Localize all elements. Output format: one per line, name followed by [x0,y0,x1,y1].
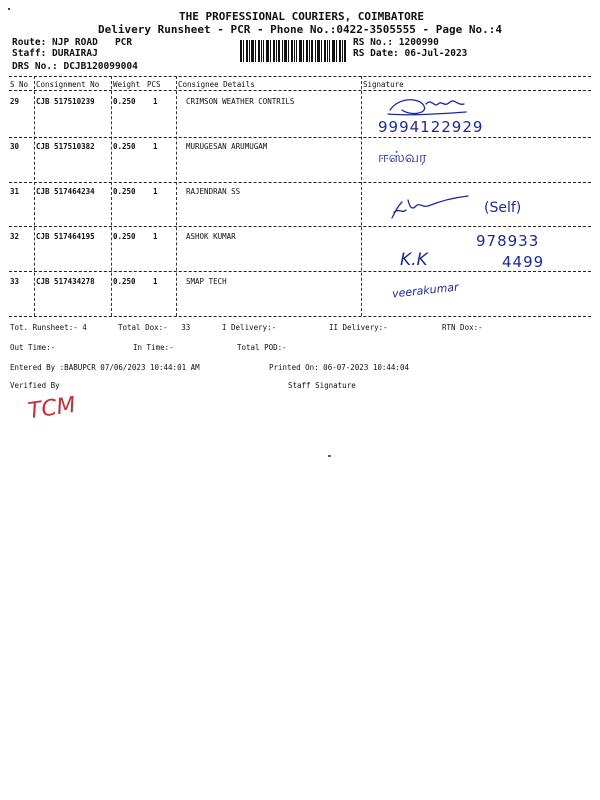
row-divider [9,137,591,138]
row-sno: 30 [10,142,20,151]
total-pod: Total POD:- [237,343,287,352]
total-runsheet: Tot. Runsheet:- 4 [10,323,87,332]
row-pcs: 1 [153,97,158,106]
route: Route: NJP ROAD PCR [12,37,133,48]
col-header-weight: Weight [113,80,141,89]
row-consignee: SMAP TECH [186,277,227,286]
row-divider [9,271,591,272]
total-dox: Total Dox:- 33 [118,323,191,332]
row-weight: 0.250 [113,97,136,106]
column-divider [361,76,362,316]
col-header-sno: S No [10,80,29,89]
table-top-border [9,76,591,77]
handwritten-phone: 4499 [502,253,545,271]
staff: Staff: DURAIRAJ [12,48,98,59]
row-consignment-no: CJB 517464195 [36,232,95,241]
row-weight: 0.250 [113,187,136,196]
row-sno: 31 [10,187,20,196]
col-header-consignment: Consignment No [36,80,100,89]
row-sno: 29 [10,97,20,106]
row-consignment-no: CJB 517510239 [36,97,95,106]
table-bottom-border [9,316,591,317]
row-pcs: 1 [153,142,158,151]
row-consignee: RAJENDRAN SS [186,187,241,196]
row-weight: 0.250 [113,232,136,241]
row-consignee: CRIMSON WEATHER CONTRILS [186,97,295,106]
column-divider [111,76,112,316]
col-header-consignee: Consignee Details [178,80,255,89]
row-consignment-no: CJB 517510382 [36,142,95,151]
signature-scribble [388,192,478,222]
row-pcs: 1 [153,277,158,286]
row-weight: 0.250 [113,142,136,151]
first-delivery: I Delivery:- [222,323,277,332]
handwritten-phone: 9994122929 [378,118,484,136]
rs-date: RS Date: 06-Jul-2023 [353,48,468,59]
row-sno: 33 [10,277,20,286]
row-consignment-no: CJB 517464234 [36,187,95,196]
row-consignee: MURUGESAN ARUMUGAM [186,142,268,151]
row-weight: 0.250 [113,277,136,286]
scan-speck [328,455,331,457]
col-header-pcs: PCS [147,80,161,89]
row-divider [9,182,591,183]
row-pcs: 1 [153,187,158,196]
row-pcs: 1 [153,232,158,241]
row-consignee: ASHOK KUMAR [186,232,236,241]
row-consignment-no: CJB 517434278 [36,277,95,286]
col-header-signature: Signature [363,80,404,89]
runsheet-title: Delivery Runsheet - PCR - Phone No.:0422-3505555 - Page No.:4 [98,23,502,36]
rs-number: RS No.: 1200990 [353,37,439,48]
entered-by: Entered By :BABUPCR 07/06/2023 10:44:01 AM [10,363,200,372]
column-divider [176,76,177,316]
rtn-dox: RTN Dox:- [442,323,483,332]
handwritten-name: veerakumar [391,280,460,301]
handwritten-name: ஈஸ்வர [378,148,427,166]
second-delivery: II Delivery:- [329,323,388,332]
row-divider [9,226,591,227]
handwritten-phone: 978933 [476,232,540,250]
in-time: In Time:- [133,343,174,352]
table-header-border [9,90,591,91]
verified-by-label: Verified By [10,381,60,390]
scan-speck [8,8,10,10]
verifier-initials: TCM [26,392,78,425]
company-name: THE PROFESSIONAL COURIERS, COIMBATORE [179,10,425,23]
barcode-image [240,40,346,62]
drs-number: DRS No.: DCJB120099004 [12,61,138,72]
handwritten-self: (Self) [484,200,522,216]
column-divider [34,76,35,316]
out-time: Out Time:- [10,343,56,352]
staff-signature-label: Staff Signature [288,381,356,390]
printed-on: Printed On: 06-07-2023 10:44:04 [269,363,409,372]
signature-scribble [380,94,470,118]
row-sno: 32 [10,232,20,241]
handwritten-initials: K.K [400,250,428,270]
